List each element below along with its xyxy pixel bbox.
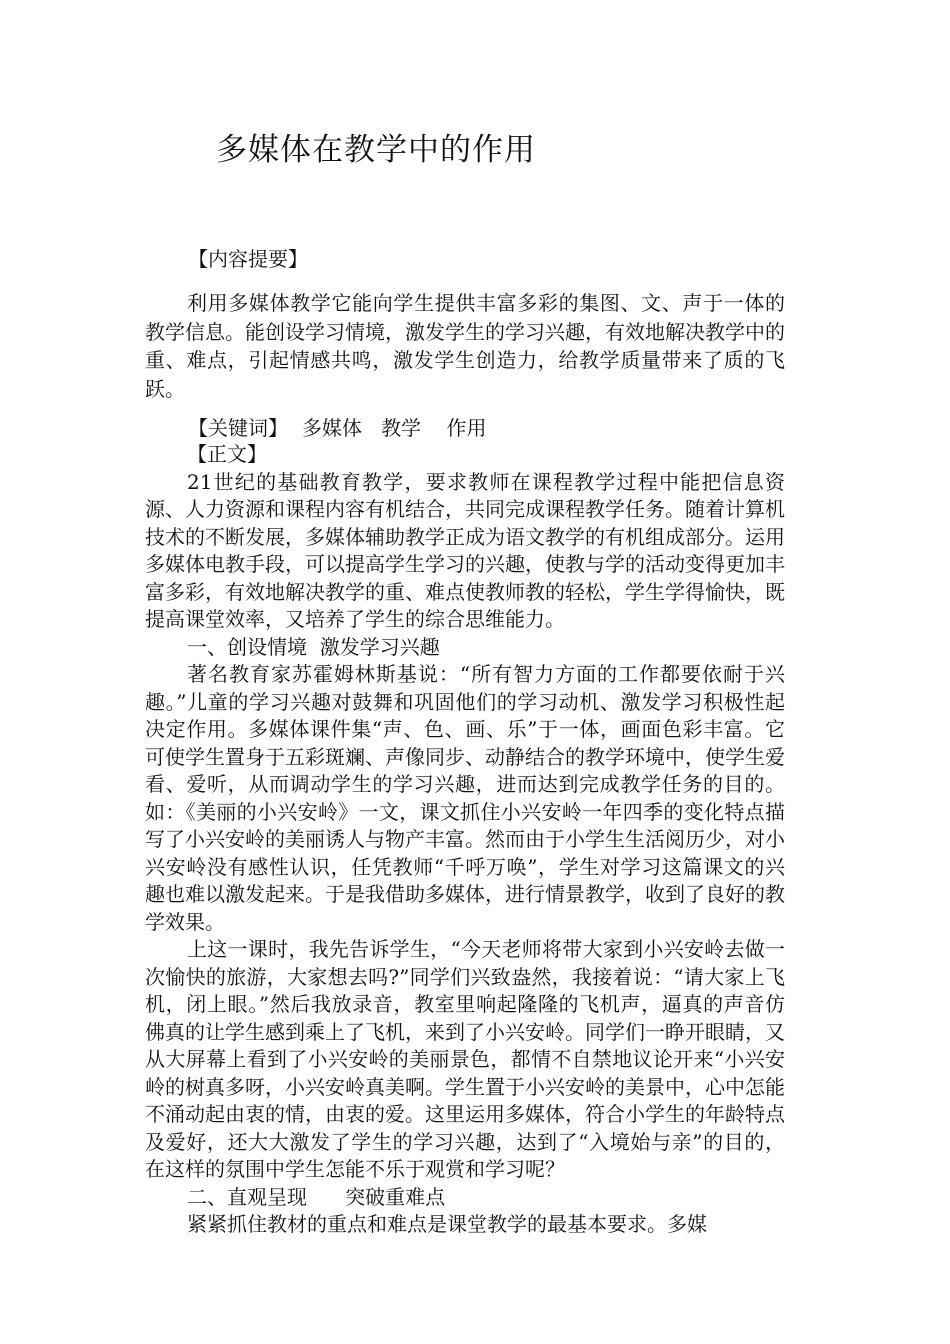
- document-title: 多媒体在教学中的作用: [216, 132, 536, 168]
- main-body: [145, 441, 785, 1239]
- section-heading: 一、创设情境 激发学习兴趣: [187, 634, 440, 659]
- summary-paragraph: 利用多媒体教学它能向学生提供丰富多彩的集图、文、声于一体的教学信息。能创设学习情境，激发学生的学习兴趣，有效地解决教学中的重、难点，引起情感共鸣，激发学生创造力，给教学质量带来了质的飞跃。: [145, 291, 785, 401]
- body-paragraph: 21世纪的基础教育教学，要求教师在课程教学过程中能把信息资源、人力资源和课程内容有机结合，共同完成课程教学任务。随着计算机技术的不断发展，多媒体辅助教学正成为语文教学的有机组成部分。运用多媒体电教手段，可以提高学生学习的兴趣，使教与学的活动变得更加丰富多彩，有效地解决教学的重、难点使教师教的轻松，学生学得愉快，既提高课堂效率，又培养了学生的综合思维能力。: [145, 469, 785, 631]
- keywords-line: [188, 414, 487, 442]
- body-paragraph: 上这一课时，我先告诉学生，“今天老师将带大家到小兴安岭去做一次愉快的旅游，大家想去吗?”同学们兴致盎然，我接着说：“请大家上飞机，闭上眼。”然后我放录音，教室里响起隆隆的飞机声，逼真的声音仿佛真的让学生感到乘上了飞机，来到了小兴安岭。同学们一睁开眼睛，又从大屏幕上看到了小兴安岭的美丽景色，都情不自禁地议论开来“小兴安岭的树真多呀，小兴安岭真美啊。学生置于小兴安岭的美景中，心中怎能不涌动起由衷的情，由衷的爱。这里运用多媒体，符合小学生的年龄特点及爱好，还大大激发了学生的学习兴趣，达到了“入境始与亲”的目的，在这样的氛围中学生怎能不乐于观赏和学习呢？: [145, 937, 785, 1181]
- section-heading: 二、直观呈现 突破重难点: [187, 1184, 446, 1209]
- body-paragraph: 著名教育家苏霍姆林斯基说：“所有智力方面的工作都要依耐于兴趣。”儿童的学习兴趣对鼓舞和巩固他们的学习动机、激发学习积极性起决定作用。多媒体课件集“声、色、画、乐”于一体，画面色彩丰富。它可使学生置身于五彩斑斓、声像同步、动静结合的教学环境中，使学生爱看、爱听，从而调动学生的学习兴趣，进而达到完成教学任务的目的。如：《美丽的小兴安岭》一文，课文抓住小兴安岭一年四季的变化特点描写了小兴安岭的美丽诱人与物产丰富。然而由于小学生生活阅历少，对小兴安岭没有感性认识，任凭教师“千呼万唤”，学生对学习这篇课文的兴趣也难以激发起来。于是我借助多媒体，进行情景教学，收到了良好的教学效果。: [145, 662, 785, 934]
- summary-label: 【内容提要】: [188, 247, 308, 271]
- body-paragraph: 紧紧抓住教材的重点和难点是课堂教学的最基本要求。多媒: [187, 1212, 707, 1236]
- keywords-label: 【关键词】: [188, 416, 288, 440]
- main-text-label: 【正文】: [187, 442, 267, 466]
- keywords-value: 多媒体 教学 作用: [302, 416, 487, 440]
